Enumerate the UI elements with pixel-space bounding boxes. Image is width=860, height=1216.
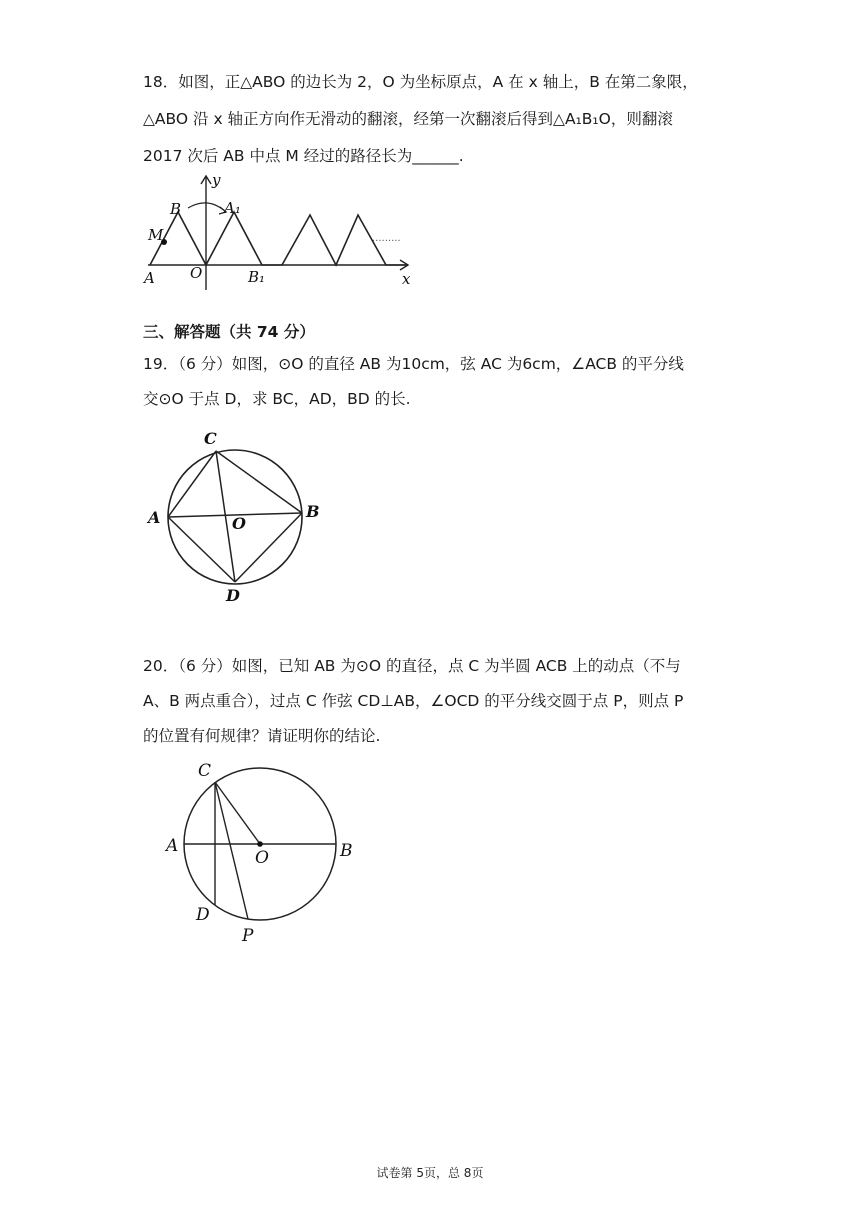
- page-footer: 试卷第 5页，总 8页: [376, 1166, 484, 1180]
- q18-label-b1: B₁: [248, 268, 266, 286]
- q18-line-1: 18．如图，正△ABO 的边长为 2，O 为坐标原点，A 在 x 轴上，B 在第二象限，: [143, 73, 698, 91]
- q20-label-a: A: [166, 836, 179, 856]
- q19-label-o: O: [232, 514, 246, 533]
- q19-line-1: 19．（6 分）如图，⊙O 的直径 AB 为10cm，弦 AC 为6cm，∠ACB 的平分线: [143, 355, 684, 373]
- q18-line-2: △ABO 沿 x 轴正方向作无滑动的翻滚，经第一次翻滚后得到△A₁B₁O，则翻滚: [143, 110, 673, 128]
- q19-label-c: C: [204, 429, 217, 448]
- q20-label-d: D: [196, 905, 210, 925]
- q19-figure: [140, 425, 340, 610]
- q18-label-a1: A₁: [224, 199, 241, 217]
- q18-figure: [140, 172, 420, 294]
- q18-label-a: A: [144, 269, 155, 287]
- section-heading: 三、解答题（共 74 分）: [143, 323, 315, 341]
- q18-label-x: x: [402, 270, 411, 288]
- q20-label-c: C: [198, 761, 212, 781]
- q19-line-2: 交⊙O 于点 D，求 BC，AD，BD 的长.: [143, 390, 411, 408]
- q18-label-m: M: [148, 226, 164, 244]
- q20-label-o: O: [255, 848, 269, 868]
- q20-line-3: 的位置有何规律？请证明你的结论.: [143, 727, 381, 745]
- q19-label-d: D: [226, 586, 240, 605]
- q20-figure: [160, 758, 365, 953]
- q19-label-a: A: [148, 508, 161, 527]
- q20-line-1: 20．（6 分）如图，已知 AB 为⊙O 的直径，点 C 为半圆 ACB 上的动点（不与: [143, 657, 681, 675]
- q18-continuation-dots: ·········: [372, 236, 401, 247]
- q18-label-b: B: [170, 200, 182, 218]
- q20-label-p: P: [242, 926, 254, 946]
- q20-label-b: B: [340, 841, 353, 861]
- q20-line-2: A、B 两点重合），过点 C 作弦 CD⊥AB，∠OCD 的平分线交圆于点 P，则点 P: [143, 692, 684, 710]
- q18-label-y: y: [212, 171, 221, 189]
- q18-line-3: 2017 次后 AB 中点 M 经过的路径长为______.: [143, 147, 464, 165]
- q18-label-o: O: [190, 264, 203, 282]
- q19-label-b: B: [306, 502, 320, 521]
